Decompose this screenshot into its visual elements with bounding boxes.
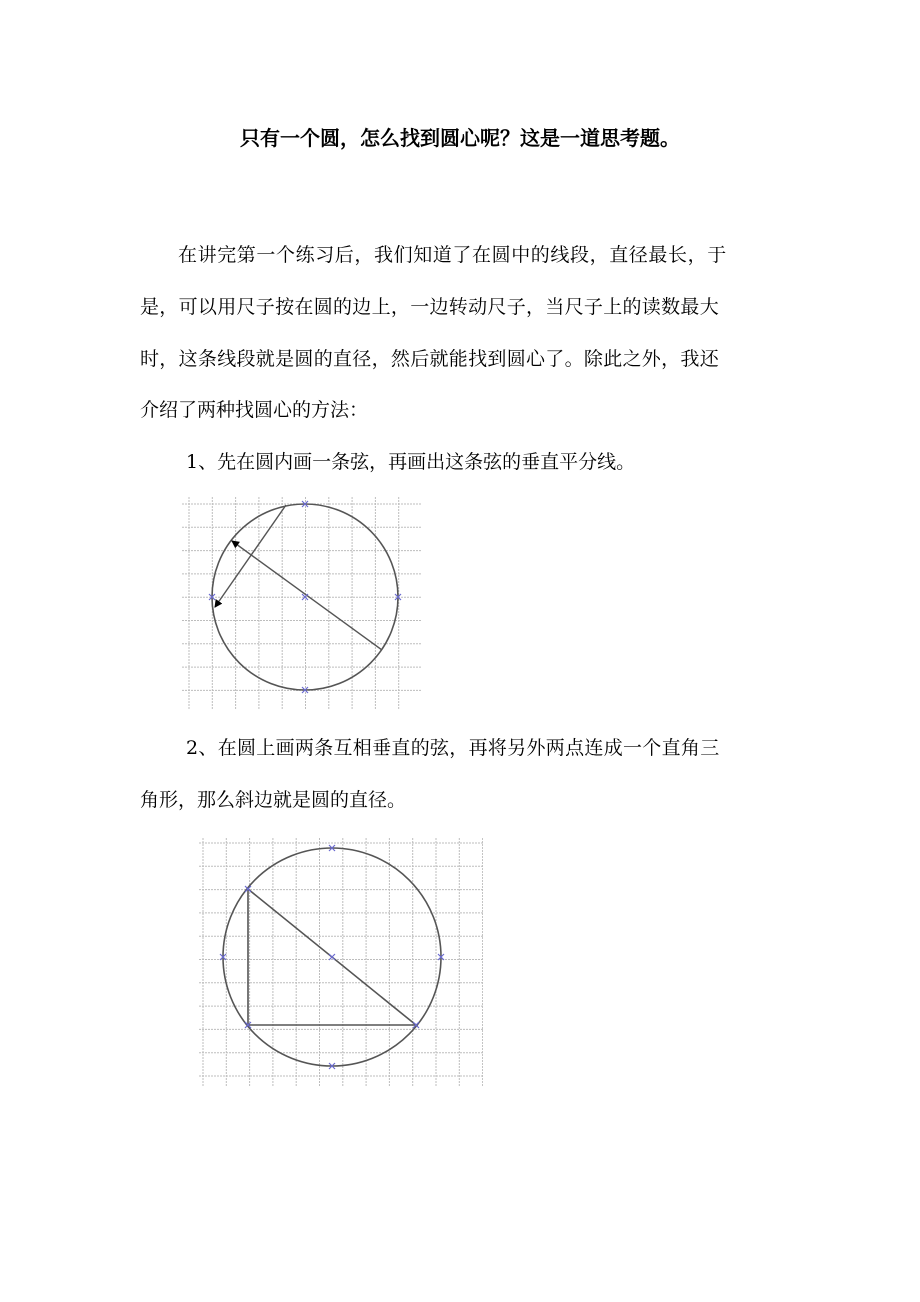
- paragraph-line: 时，这条线段就是圆的直径，然后就能找到圆心了。除此之外，我还: [140, 348, 720, 370]
- diagram-perpendicular-bisector: [182, 497, 422, 710]
- paragraph-line: 介绍了两种找圆心的方法：: [140, 399, 369, 421]
- page-title: 只有一个圆，怎么找到圆心呢？这是一道思考题。: [240, 126, 680, 150]
- method-2-line: 2、在圆上画两条互相垂直的弦，再将另外两点连成一个直角三: [186, 737, 720, 759]
- method-2-line: 角形，那么斜边就是圆的直径。: [140, 789, 407, 811]
- point-markers: [220, 845, 444, 1069]
- diagram-right-triangle: [199, 838, 483, 1086]
- method-1-text: 1、先在圆内画一条弦，再画出这条弦的垂直平分线。: [186, 451, 636, 473]
- paragraph-line: 在讲完第一个练习后，我们知道了在圆中的线段，直径最长，于: [178, 244, 727, 266]
- paragraph-line: 是，可以用尺子按在圆的边上，一边转动尺子，当尺子上的读数最大: [140, 296, 720, 318]
- chord: [215, 505, 286, 607]
